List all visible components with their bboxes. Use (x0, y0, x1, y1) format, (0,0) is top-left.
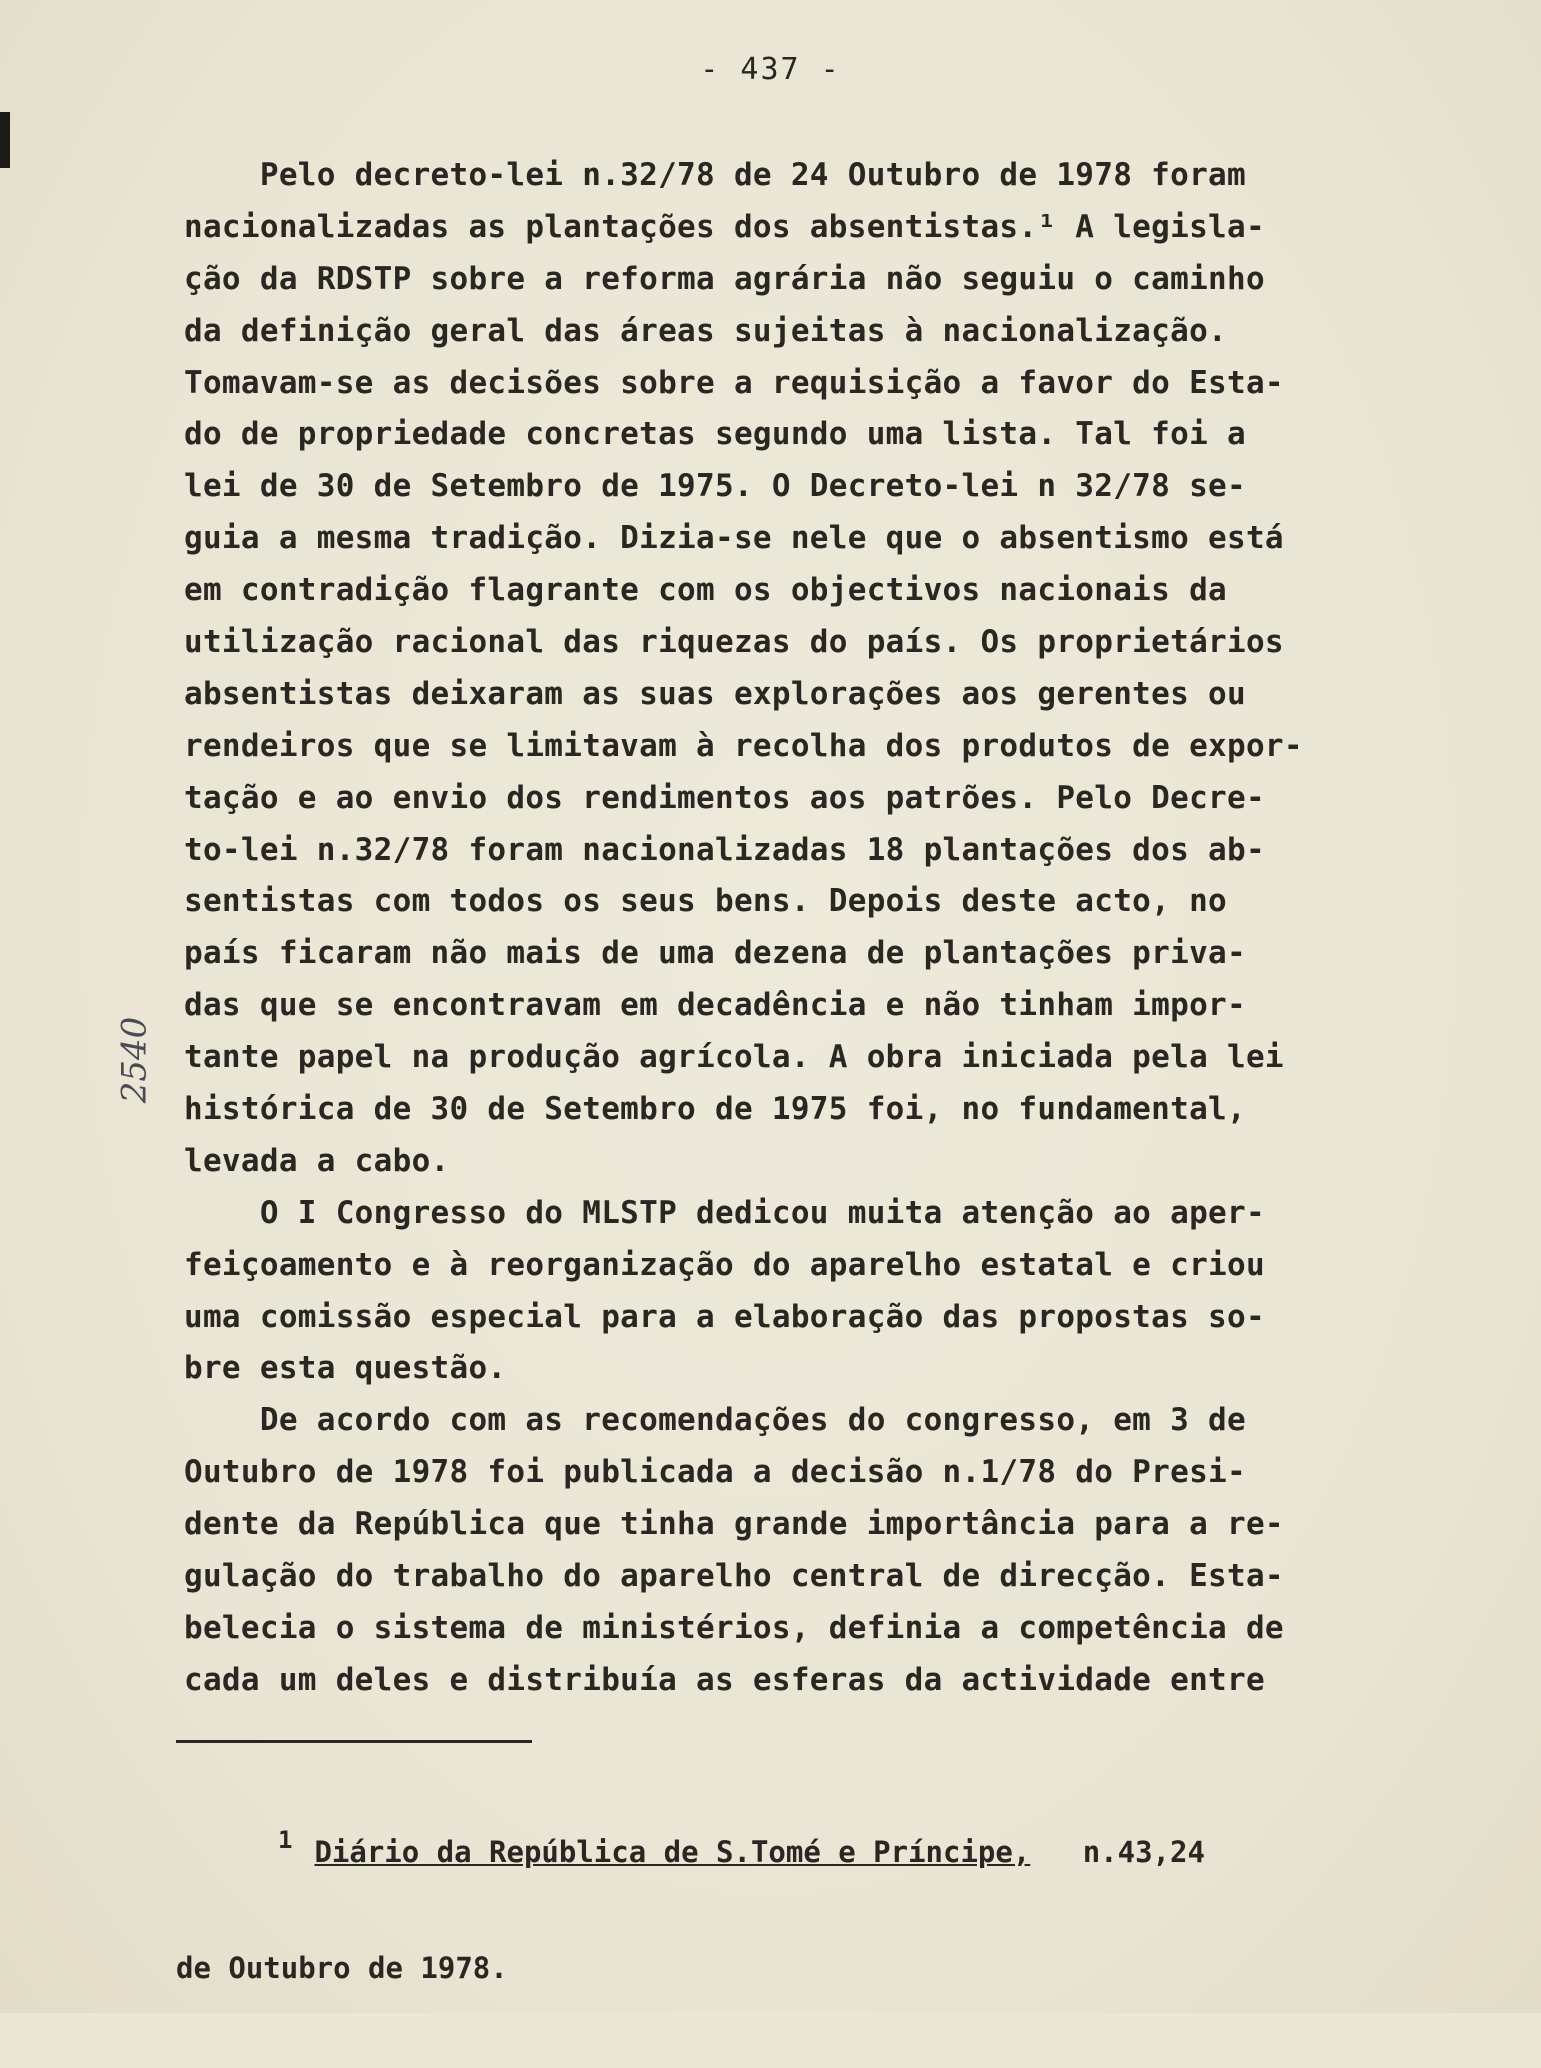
text-line: nacionalizadas as plantações dos absentistas.¹ A legisla- (184, 208, 1265, 245)
text-line: tante papel na produção agrícola. A obra iniciada pela lei (184, 1039, 1284, 1076)
text-line: lei de 30 de Setembro de 1975. O Decreto-lei n 32/78 se- (184, 468, 1246, 505)
text-line: em contradição flagrante com os objectivos nacionais da (184, 572, 1227, 609)
paragraph-2 (184, 1188, 1414, 1396)
text-line: uma comissão especial para a elaboração das propostas so- (184, 1298, 1265, 1335)
text-line: belecia o sistema de ministérios, definia a competência de (184, 1609, 1284, 1646)
margin-annotation: 2540 (114, 1016, 154, 1104)
text-line: utilização racional das riquezas do país. Os proprietários (184, 624, 1284, 661)
scan-edge-mark (0, 112, 10, 168)
text-line: do de propriedade concretas segundo uma lista. Tal foi a (184, 416, 1246, 453)
text-line: cada um deles e distribuía as esferas da actividade entre (184, 1661, 1265, 1698)
text-line: dente da República que tinha grande importância para a re- (184, 1506, 1284, 1543)
text-line: guia a mesma tradição. Dizia-se nele que o absentismo está (184, 520, 1284, 557)
footnote-line-2: de Outubro de 1978. (176, 1951, 508, 1985)
body-text (184, 150, 1414, 1707)
page-number: - 437 - (700, 52, 841, 87)
text-line: absentistas deixaram as suas explorações aos gerentes ou (184, 675, 1246, 712)
text-line: bre esta questão. (184, 1350, 507, 1387)
text-line: levada a cabo. (184, 1142, 450, 1179)
text-line: histórica de 30 de Setembro de 1975 foi, no fundamental, (184, 1091, 1246, 1128)
text-line: ção da RDSTP sobre a reforma agrária não seguiu o caminho (184, 260, 1265, 297)
footnote (176, 1752, 1376, 2068)
paragraph-3 (184, 1395, 1414, 1706)
text-line: das que se encontravam em decadência e não tinham impor- (184, 987, 1246, 1024)
text-line: to-lei n.32/78 foram nacionalizadas 18 plantações dos ab- (184, 831, 1265, 868)
text-line: feiçoamento e à reorganização do aparelho estatal e criou (184, 1246, 1265, 1283)
text-line: sentistas com todos os seus bens. Depois deste acto, no (184, 883, 1227, 920)
handwritten-margin-note (104, 1000, 164, 1120)
text-line: Tomavam-se as decisões sobre a requisição a favor do Esta- (184, 364, 1284, 401)
text-line: De acordo com as recomendações do congresso, em 3 de (184, 1402, 1246, 1439)
paragraph-1 (184, 150, 1414, 1188)
footnote-source-issue: n.43,24 (1082, 1835, 1205, 1869)
text-line: Outubro de 1978 foi publicada a decisão n.1/78 do Presi- (184, 1454, 1246, 1491)
footnote-rule (176, 1740, 532, 1743)
text-line: O I Congresso do MLSTP dedicou muita atenção ao aper- (184, 1194, 1265, 1231)
text-line: país ficaram não mais de uma dezena de plantações priva- (184, 935, 1246, 972)
text-line: rendeiros que se limitavam à recolha dos produtos de expor- (184, 727, 1303, 764)
text-line: gulação do trabalho do aparelho central de direcção. Esta- (184, 1558, 1284, 1595)
text-line: tação e ao envio dos rendimentos aos patrões. Pelo Decre- (184, 779, 1265, 816)
footnote-line-1 (176, 1826, 1376, 1874)
footnote-source-title: Diário da República de S.Tomé e Príncipe, (314, 1835, 1031, 1869)
footnote-marker: 1 (278, 1826, 293, 1854)
text-line: Pelo decreto-lei n.32/78 de 24 Outubro de 1978 foram (184, 157, 1246, 193)
text-line: da definição geral das áreas sujeitas à nacionalização. (184, 312, 1227, 349)
